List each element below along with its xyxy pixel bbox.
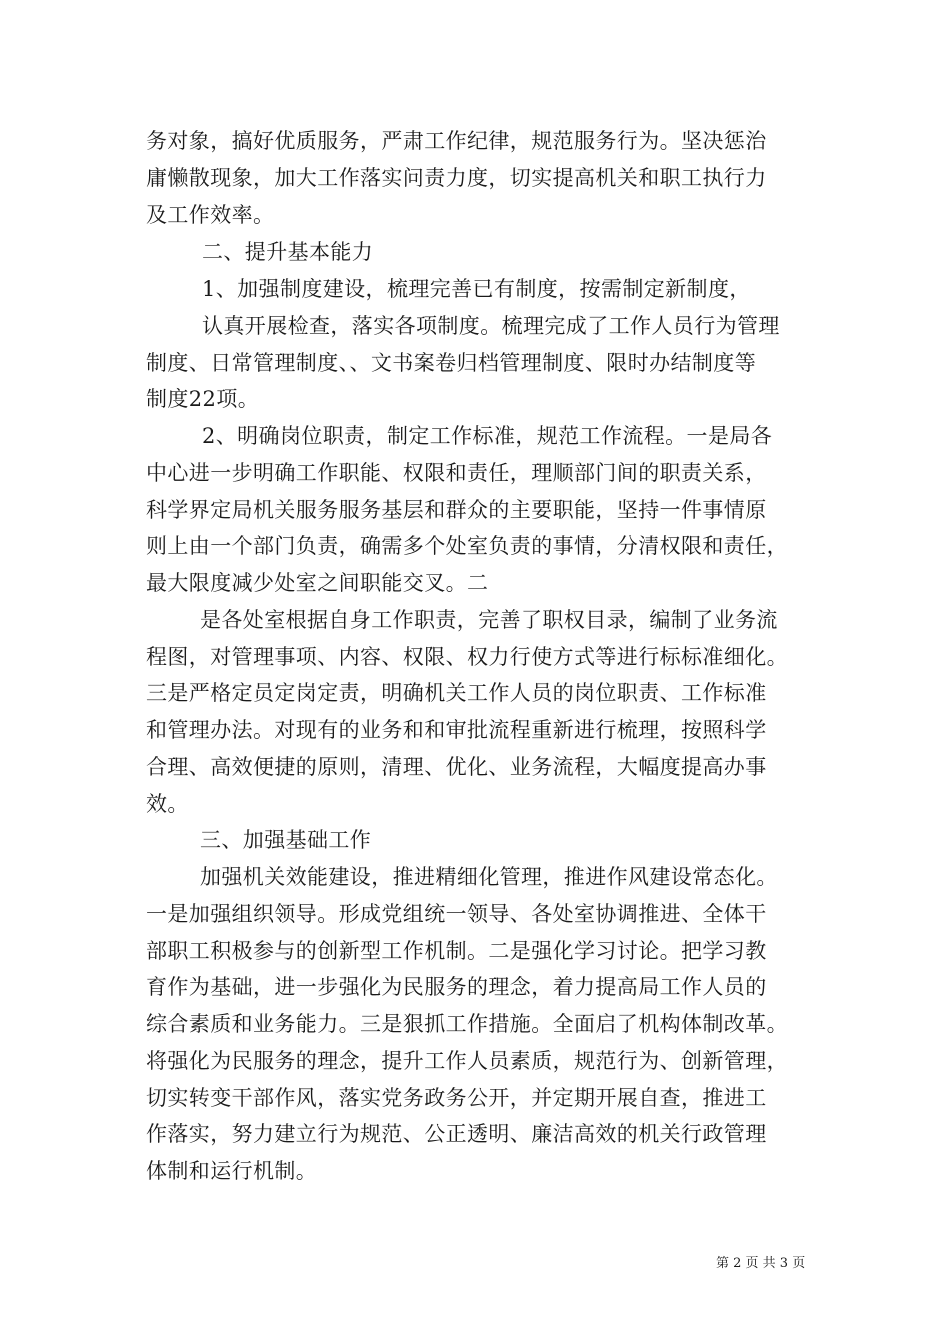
paragraph-line: 合理、高效便捷的原则，清理、优化、业务流程，大幅度提高办事 [146, 755, 767, 779]
paragraph-line: 中心进一步明确工作职能、权限和责任，理顺部门间的职责关系， [146, 461, 767, 485]
paragraph-line: 三是严格定员定岗定责，明确机关工作人员的岗位职责、工作标准 [146, 681, 767, 705]
paragraph-line: 2、明确岗位职责，制定工作标准，规范工作流程。一是局各 [202, 424, 773, 448]
paragraph-line: 最大限度减少处室之间职能交叉。二 [146, 571, 489, 595]
paragraph-line: 切实转变干部作风，落实党务政务公开，并定期开展自查，推进工 [146, 1086, 767, 1110]
paragraph-line: 及工作效率。 [146, 203, 275, 227]
paragraph-line: 一是加强组织领导。形成党组统一领导、各处室协调推进、全体干 [146, 902, 767, 926]
paragraph-line: 将强化为民服务的理念，提升工作人员素质，规范行为、创新管理， [146, 1049, 788, 1073]
paragraph-line: 制度22项。 [146, 387, 260, 411]
paragraph-line: 综合素质和业务能力。三是狠抓工作措施。全面启了机构体制改革。 [146, 1012, 788, 1036]
paragraph-line: 科学界定局机关服务服务基层和群众的主要职能，坚持一件事情原 [146, 498, 767, 522]
section-heading: 三、加强基础工作 [200, 828, 372, 852]
paragraph-line: 部职工积极参与的创新型工作机制。二是强化学习讨论。把学习教 [146, 939, 767, 963]
paragraph-line: 庸懒散现象，加大工作落实问责力度，切实提高机关和职工执行力 [146, 166, 767, 190]
paragraph-line: 加强机关效能建设，推进精细化管理，推进作风建设常态化。 [200, 865, 778, 889]
paragraph-line: 制度、日常管理制度、、文书案卷归档管理制度、限时办结制度等 [146, 351, 757, 375]
paragraph-line: 作落实，努力建立行为规范、公正透明、廉洁高效的机关行政管理 [146, 1122, 767, 1146]
section-heading: 二、提升基本能力 [202, 240, 374, 264]
paragraph-line: 1、加强制度建设，梳理完善已有制度，按需制定新制度， [202, 277, 751, 301]
paragraph-line: 务对象，搞好优质服务，严肃工作纪律，规范服务行为。坚决惩治 [146, 129, 767, 153]
paragraph-line: 则上由一个部门负责，确需多个处室负责的事情，分清权限和责任， [146, 534, 788, 558]
paragraph-line: 认真开展检查，落实各项制度。梳理完成了工作人员行为管理 [202, 314, 780, 338]
page-number: 第 2 页 共 3 页 [716, 1256, 806, 1271]
paragraph-line: 效。 [146, 792, 189, 816]
paragraph-line: 是各处室根据自身工作职责，完善了职权目录，编制了业务流 [200, 608, 778, 632]
paragraph-line: 和管理办法。对现有的业务和和审批流程重新进行梳理，按照科学 [146, 718, 767, 742]
paragraph-line: 程图，对管理事项、内容、权限、权力行使方式等进行标标准细化。 [146, 645, 788, 669]
paragraph-line: 育作为基础，进一步强化为民服务的理念，着力提高局工作人员的 [146, 975, 767, 999]
paragraph-line: 体制和运行机制。 [146, 1159, 318, 1183]
